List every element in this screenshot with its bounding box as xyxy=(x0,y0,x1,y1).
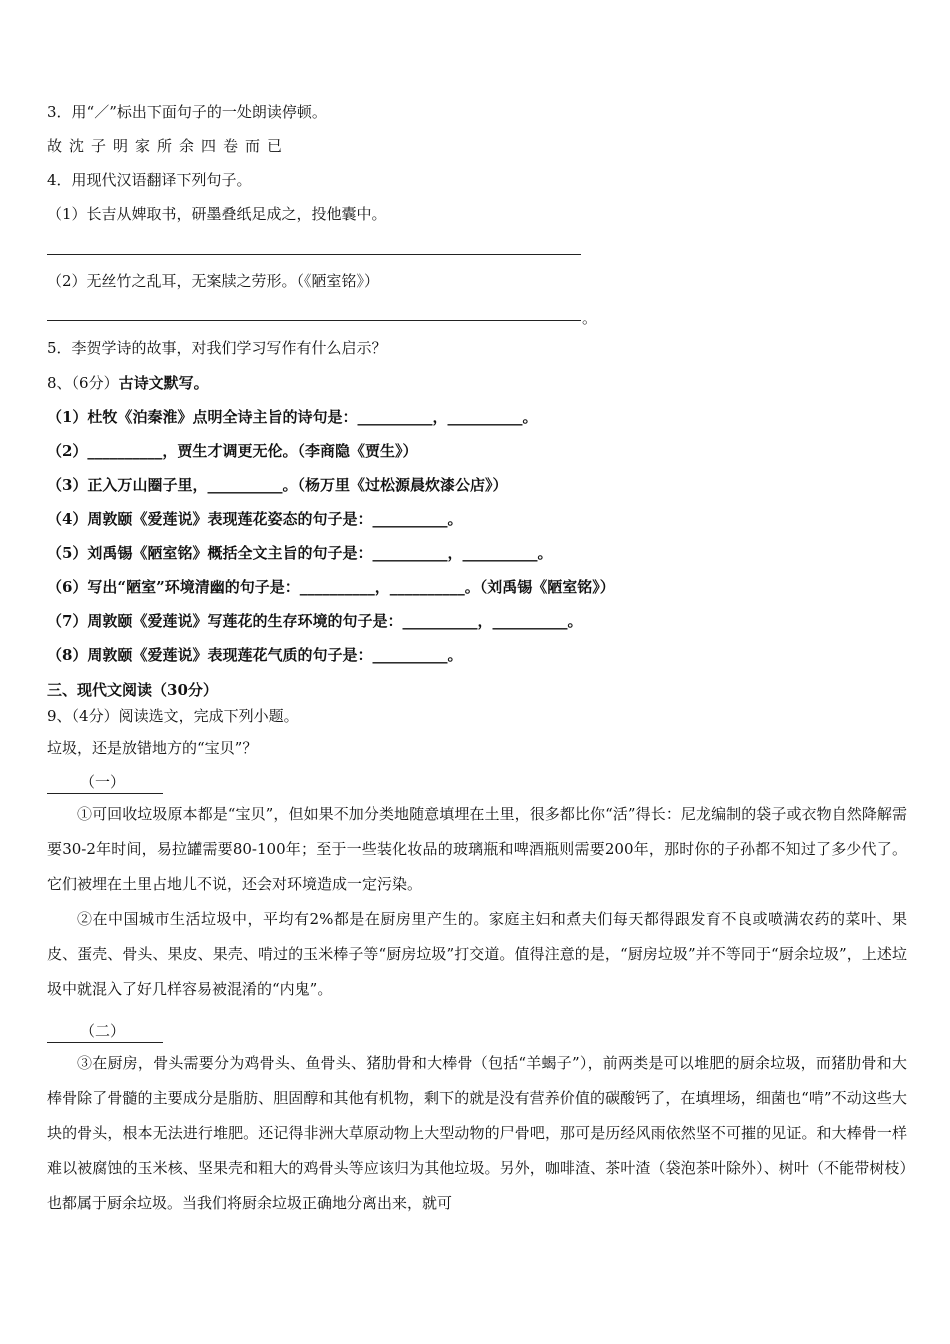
q8-item-7: （7）周敦颐《爱莲说》写莲花的生存环境的句子是：__________，__________。 xyxy=(47,612,583,630)
q4-item-2: （2）无丝竹之乱耳，无案牍之劳形。（《陋室铭》） xyxy=(47,272,380,290)
q4-prompt: 4．用现代汉语翻译下列句子。 xyxy=(47,171,252,189)
q8-item-1: （1）杜牧《泊秦淮》点明全诗主旨的诗句是：__________，__________。 xyxy=(47,408,538,426)
q3-prompt: 3．用“／”标出下面句子的一处朗读停顿。 xyxy=(47,103,327,121)
q8-item-2: （2）__________，贾生才调更无伦。（李商隐《贾生》） xyxy=(47,442,418,460)
q8-item-3: （3）正入万山圈子里，__________。（杨万里《过松源晨炊漆公店》） xyxy=(47,476,508,494)
part-1-label: （一） xyxy=(47,772,163,794)
q9-prompt: 9、（4分）阅读选文，完成下列小题。 xyxy=(47,707,299,725)
q8-number: 8、（6分） xyxy=(47,374,119,392)
answer-line-2[interactable] xyxy=(47,320,581,321)
q5-prompt: 5．李贺学诗的故事，对我们学习写作有什么启示？ xyxy=(47,339,387,357)
q8-item-8: （8）周敦颐《爱莲说》表现莲花气质的句子是：__________。 xyxy=(47,646,463,664)
paragraph-1: ①可回收垃圾原本都是“宝贝”，但如果不加分类地随意填埋在土里，很多都比你“活”得长：尼龙编制的袋子或衣物自然降解需要30-2年时间，易拉罐需要80-100年；至于一些装化妆品的玻璃瓶和啤酒瓶则需要200年，那时你的子孙都不知过了多少代了。它们被埋在土里占地儿不说，还会对环境造成一定污染。 xyxy=(47,805,907,893)
q3-sentence: 故沈子明家所余四卷而已 xyxy=(47,137,290,155)
section-3-heading: 三、现代文阅读（30分） xyxy=(47,681,218,699)
article-body-part-1 xyxy=(47,797,907,1007)
q8-header xyxy=(47,373,209,393)
paragraph-2: ②在中国城市生活垃圾中，平均有2%都是在厨房里产生的。家庭主妇和煮夫们每天都得跟发育不良或喷满农药的菜叶、果皮、蛋壳、骨头、果皮、果壳、啃过的玉米棒子等“厨房垃圾”打交道。值得注意的是，“厨房垃圾”并不等同于“厨余垃圾”，上述垃圾中就混入了好几样容易被混淆的“内鬼”。 xyxy=(47,910,907,998)
q8-item-6: （6）写出“陋室”环境清幽的句子是：__________，__________。（刘禹锡《陋室铭》） xyxy=(47,578,615,596)
q8-item-4: （4）周敦颐《爱莲说》表现莲花姿态的句子是：__________。 xyxy=(47,510,463,528)
paragraph-3: ③在厨房，骨头需要分为鸡骨头、鱼骨头、猪肋骨和大棒骨（包括“羊蝎子”），前两类是可以堆肥的厨余垃圾，而猪肋骨和大棒骨除了骨髓的主要成分是脂肪、胆固醇和其他有机物，剩下的就是没有营养价值的碳酸钙了，在填埋场，细菌也“啃”不动这些大块的骨头，根本无法进行堆肥。还记得非洲大草原动物上大型动物的尸骨吧，那可是历经风雨依然坚不可摧的见证。和大棒骨一样难以被腐蚀的玉米核、坚果壳和粗大的鸡骨头等应该归为其他垃圾。另外，咖啡渣、茶叶渣（袋泡茶叶除外）、树叶（不能带树枝）也都属于厨余垃圾。当我们将厨余垃圾正确地分离出来，就可 xyxy=(47,1054,907,1212)
article-body-part-2 xyxy=(47,1046,907,1221)
answer-line-1[interactable] xyxy=(47,254,581,255)
article-title: 垃圾，还是放错地方的“宝贝”？ xyxy=(47,739,258,757)
q8-title: 古诗文默写。 xyxy=(118,374,209,392)
q4-item-1: （1）长吉从婢取书，研墨叠纸足成之，投他囊中。 xyxy=(47,205,387,223)
q8-item-5: （5）刘禹锡《陋室铭》概括全文主旨的句子是：__________，__________。 xyxy=(47,544,553,562)
answer-end-mark: 。 xyxy=(582,309,598,327)
part-2-label: （二） xyxy=(47,1021,163,1043)
